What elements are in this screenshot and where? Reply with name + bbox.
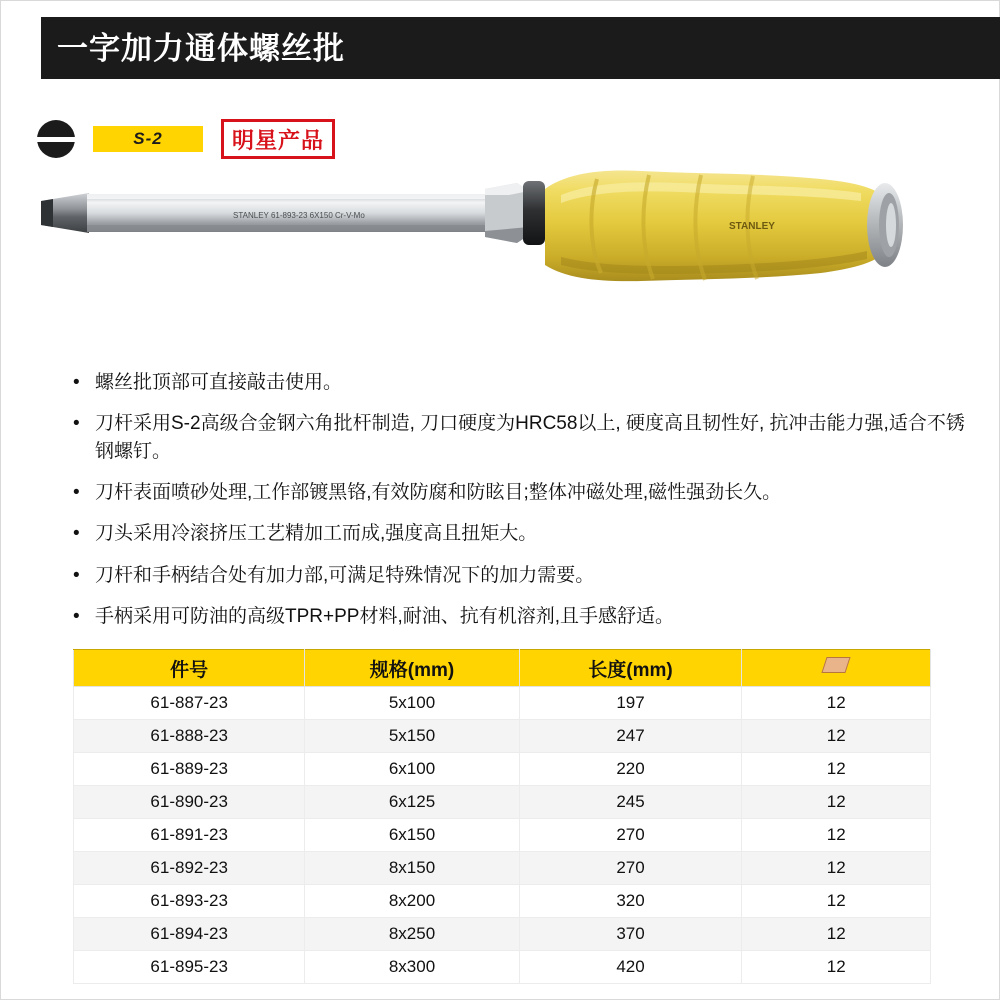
- table-row: [74, 753, 931, 786]
- cell-quantity: 12: [742, 786, 931, 819]
- column-header-spec: 规格(mm): [305, 650, 519, 687]
- list-item: • 手柄采用可防油的高级TPR+PP材料,耐油、抗有机溶剂,且手感舒适。: [73, 603, 973, 631]
- cell-quantity: 12: [742, 687, 931, 720]
- cell-spec: 8x250: [305, 918, 519, 951]
- cell-part-number: 61-892-23: [74, 852, 305, 885]
- product-image: [1, 161, 1000, 341]
- header-accent-block: [1, 17, 41, 79]
- cell-part-number: 61-888-23: [74, 720, 305, 753]
- svg-text:STANLEY: STANLEY: [729, 221, 775, 232]
- column-header-quantity: [742, 650, 931, 687]
- list-item: • 刀头采用冷滚挤压工艺精加工而成,强度高且扭矩大。: [73, 520, 973, 548]
- cell-part-number: 61-890-23: [74, 786, 305, 819]
- column-header-length: 长度(mm): [519, 650, 742, 687]
- cell-quantity: 12: [742, 819, 931, 852]
- cell-spec: 5x150: [305, 720, 519, 753]
- slotted-screwdriver-icon: [37, 120, 75, 158]
- cell-length: 320: [519, 885, 742, 918]
- cell-length: 420: [519, 951, 742, 984]
- list-item: • 刀杆采用S-2高级合金钢六角批杆制造, 刀口硬度为HRC58以上, 硬度高且韧性好, 抗冲击能力强,适合不锈钢螺钉。: [73, 410, 973, 466]
- cell-part-number: 61-887-23: [74, 687, 305, 720]
- cell-quantity: 12: [742, 918, 931, 951]
- cell-length: 370: [519, 918, 742, 951]
- cell-spec: 5x100: [305, 687, 519, 720]
- cell-spec: 8x300: [305, 951, 519, 984]
- table-row: [74, 720, 931, 753]
- badge-row: [37, 119, 335, 159]
- cell-length: 197: [519, 687, 742, 720]
- cell-part-number: 61-889-23: [74, 753, 305, 786]
- cell-spec: 6x100: [305, 753, 519, 786]
- table-row: [74, 687, 931, 720]
- column-header-part-number: 件号: [74, 650, 305, 687]
- table-row: [74, 885, 931, 918]
- cell-spec: 8x150: [305, 852, 519, 885]
- table-row: [74, 951, 931, 984]
- cell-length: 245: [519, 786, 742, 819]
- cell-quantity: 12: [742, 852, 931, 885]
- cell-quantity: 12: [742, 753, 931, 786]
- cell-spec: 8x200: [305, 885, 519, 918]
- cell-quantity: 12: [742, 951, 931, 984]
- list-item: • 刀杆表面喷砂处理,工作部镀黑铬,有效防腐和防眩目;整体冲磁处理,磁性强劲长久。: [73, 479, 973, 507]
- cell-spec: 6x125: [305, 786, 519, 819]
- page-title: 一字加力通体螺丝批: [57, 30, 345, 66]
- cell-part-number: 61-891-23: [74, 819, 305, 852]
- cell-part-number: 61-895-23: [74, 951, 305, 984]
- cell-length: 247: [519, 720, 742, 753]
- table-header-row: [74, 650, 931, 687]
- list-item: • 螺丝批顶部可直接敲击使用。: [73, 369, 973, 397]
- cell-part-number: 61-894-23: [74, 918, 305, 951]
- cell-length: 270: [519, 852, 742, 885]
- svg-text:STANLEY 61-893-23 6X150 Cr-: STANLEY 61-893-23 6X150 Cr-V-Mo: [233, 211, 365, 220]
- carton-box-icon: [822, 657, 851, 673]
- cell-length: 270: [519, 819, 742, 852]
- page-header: [1, 17, 1000, 79]
- cell-quantity: 12: [742, 720, 931, 753]
- cell-length: 220: [519, 753, 742, 786]
- table-row: [74, 786, 931, 819]
- cell-spec: 6x150: [305, 819, 519, 852]
- table-row: [74, 819, 931, 852]
- table-row: [74, 918, 931, 951]
- cell-part-number: 61-893-23: [74, 885, 305, 918]
- status-badge-star-product: 明星产品: [221, 119, 335, 159]
- spec-table: [73, 649, 931, 984]
- table-row: [74, 852, 931, 885]
- cell-quantity: 12: [742, 885, 931, 918]
- feature-list: [73, 369, 973, 644]
- list-item: • 刀杆和手柄结合处有加力部,可满足特殊情况下的加力需要。: [73, 562, 973, 590]
- status-badge-material: S-2: [93, 126, 203, 152]
